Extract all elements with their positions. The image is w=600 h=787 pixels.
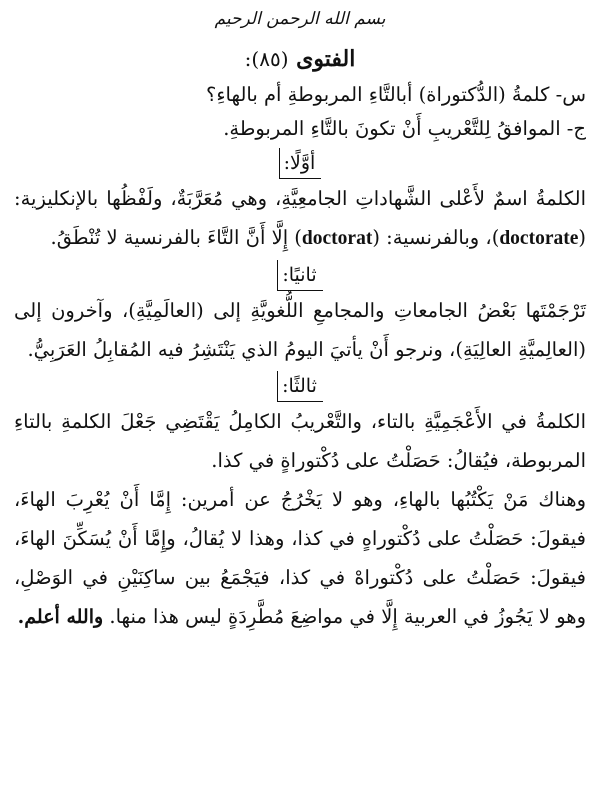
term-english: doctorate: [499, 228, 579, 249]
section-third-paragraph-2: [14, 480, 586, 637]
question: س- كلمةُ (الدُّكتوراة) أبالتَّاءِ المربوطةِ أم بالهاءِ؟: [206, 83, 586, 106]
section-first-text-before: الكلمةُ اسمٌ لأَعْلى الشَّهاداتِ الجامعِيَّةِ، وهي مُعَرَّبَةٌ، ولَفْظُها بالإنكليزية: (: [14, 187, 586, 249]
section-label-second: [14, 260, 586, 291]
section-second-paragraph: تَرْجَمْتَها بَعْضُ الجامعاتِ والمجامعِ اللُّغويَّةِ إلى (العالَمِيَّةِ)، وآخرون إلى (العالِميَّةِ العالِيَةِ)، ونرجو أَنْ يأتيَ اليومُ الذي يَنْتَشِرُ فيه المُقابِلُ العَرَبِيُّ.: [14, 299, 586, 361]
fatwa-number: (٨٥):: [244, 47, 289, 71]
section-first-text-after: ) إِلَّا أَنَّ التَّاءَ بالفرنسية لا تُنْطَقُ.: [50, 226, 302, 249]
section-label-first-text: أوَّلًا:: [279, 148, 322, 179]
section-third-paragraph-1: الكلمةُ في الأَعْجَمِيَّةِ بالتاء، والتَّعْريبُ الكامِلُ يَقْتَضِي جَعْلَ الكلمةِ بالتاءِ المربوطة، فيُقالُ: حَصَلْتُ على دُكْتوراةٍ في كذا.: [14, 410, 586, 472]
section-first-paragraph: [14, 179, 586, 258]
section-label-first: [14, 148, 586, 179]
fatwa-title: الفتوى: [296, 46, 356, 72]
section-label-third-text: ثالثًا:: [277, 371, 323, 402]
term-french: doctorat: [301, 228, 373, 249]
section-third-text-2: وهناك مَنْ يَكْتُبُها بالهاءِ، وهو لا يَخْرُجُ عن أمرين: إِمَّا أَنْ يُعْرِبَ الهاءَ، فيقولَ: حَصَلْتُ على دُكْتوراهٍ في كذا، وهذا لا يُقالُ، وإِمَّا أَنْ يُسَكِّنَ الهاءَ، فيقولَ: حَصَلْتُ على دُكْتوراهْ في كذا، فيَجْمَعُ بين ساكِنَيْنِ في الوَصْلِ، وهو لا يَجُوزُ في العربية إِلَّا في مواضِعَ مُطَّرِدَةٍ ليس هذا منها.: [14, 488, 586, 628]
section-first-text-between: )، وبالفرنسية: (: [372, 226, 500, 249]
section-label-third: [14, 371, 586, 402]
answer: ج- الموافقُ لِلتَّعْريبِ أَنْ تكونَ بالتَّاءِ المربوطةِ.: [223, 117, 586, 140]
basmala: بسم الله الرحمن الرحيم: [214, 9, 386, 29]
closing-formula: والله أعلم.: [17, 606, 104, 628]
fatwa-heading: [14, 44, 586, 74]
section-label-second-text: ثانيًا:: [277, 260, 322, 291]
